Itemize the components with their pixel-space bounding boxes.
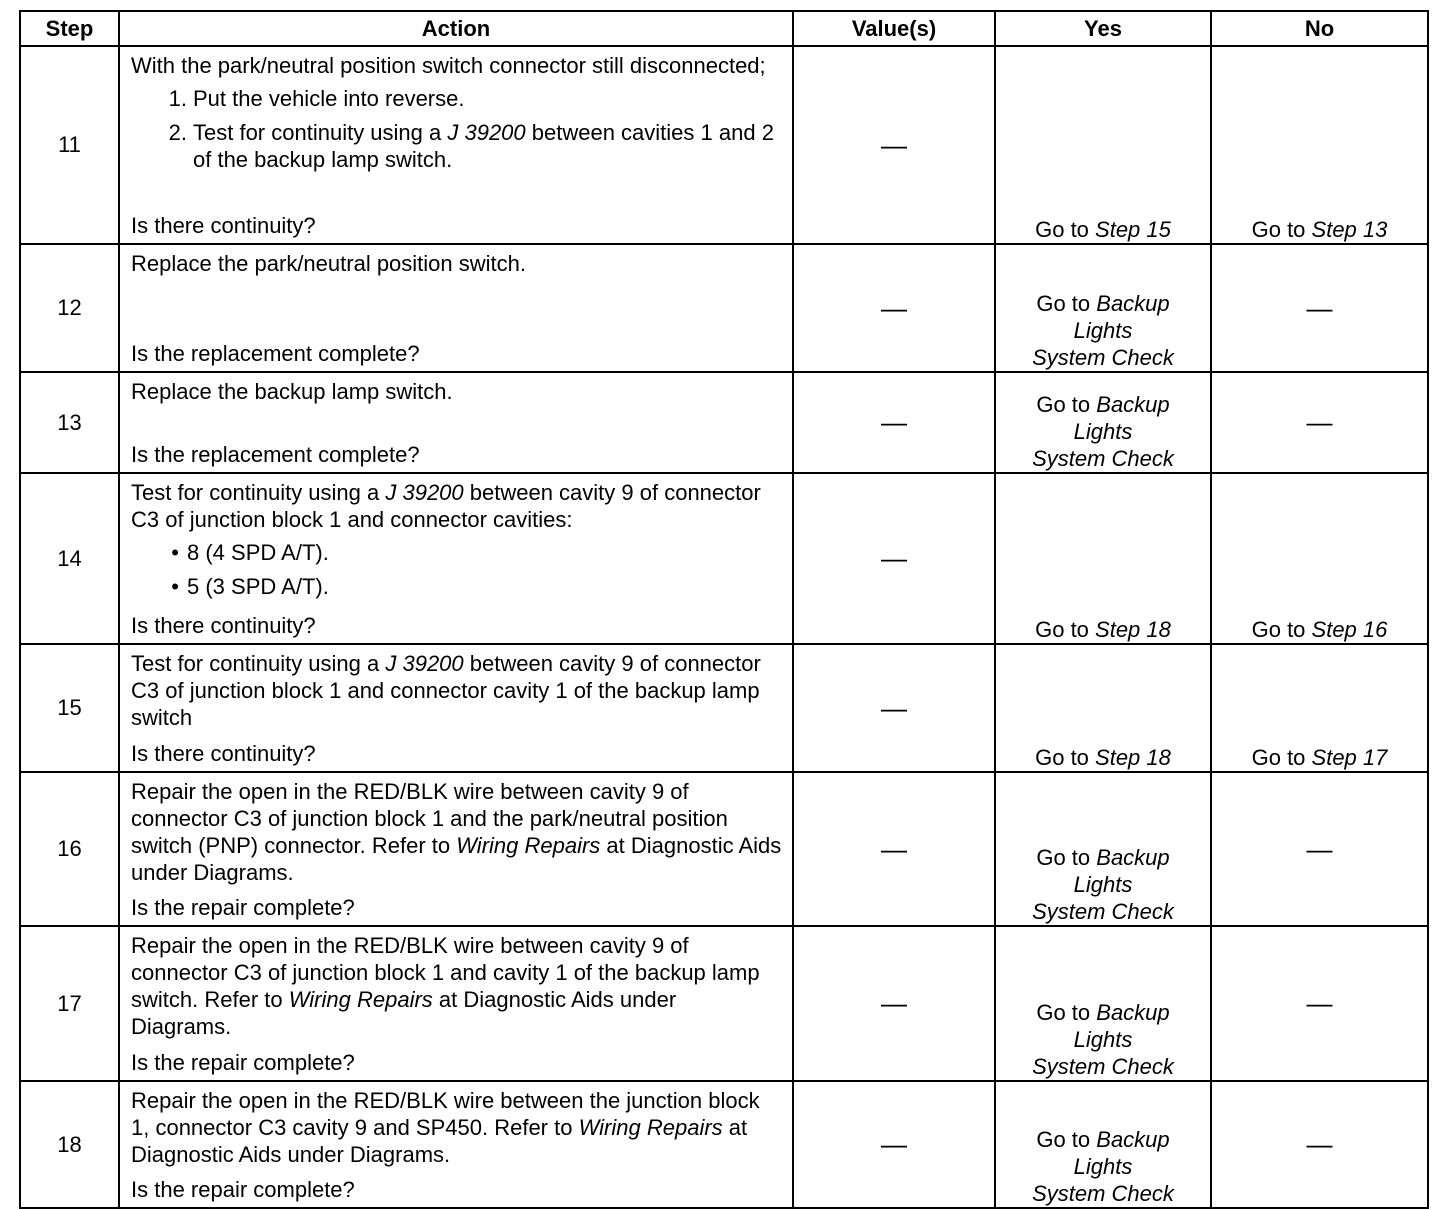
yes-procedure-link[interactable]: System Check xyxy=(1032,1054,1174,1079)
action-question: Is there continuity? xyxy=(131,213,316,238)
tool-reference: J 39200 xyxy=(447,120,526,145)
action-question: Is the replacement complete? xyxy=(131,442,420,467)
text-segment: Test for continuity using a xyxy=(193,120,448,145)
no-cell: — xyxy=(1211,244,1428,372)
action-intro: With the park/neutral position switch connector still disconnected; xyxy=(131,53,766,78)
action-question: Is there continuity? xyxy=(131,741,316,766)
action-cell xyxy=(119,46,793,244)
header-step: Step xyxy=(20,11,119,46)
no-cell: — xyxy=(1211,926,1428,1081)
yes-procedure-link[interactable]: System Check xyxy=(1032,345,1174,370)
diagnostic-table xyxy=(19,10,1429,1209)
action-cell xyxy=(119,473,793,644)
table-row xyxy=(20,244,1428,372)
table-row xyxy=(20,644,1428,772)
list-marker: 1. xyxy=(168,86,187,111)
text-segment: between cavities 1 and 2 of the backup lamp switch. xyxy=(193,120,774,172)
yes-text: Go to xyxy=(1035,745,1096,770)
yes-text: Go to xyxy=(1036,291,1097,316)
no-cell: — xyxy=(1211,772,1428,926)
yes-step-link[interactable]: Step 18 xyxy=(1095,617,1171,642)
value-cell: — xyxy=(793,772,995,926)
bullet-marker: • xyxy=(171,574,179,599)
no-step-link[interactable]: Step 13 xyxy=(1311,217,1388,242)
table-row xyxy=(20,926,1428,1081)
step-number: 14 xyxy=(20,473,119,644)
no-cell xyxy=(1211,644,1428,772)
tool-reference: J 39200 xyxy=(385,651,464,676)
table-row xyxy=(20,372,1428,473)
list-text xyxy=(193,119,782,173)
no-text: Go to xyxy=(1251,745,1312,770)
yes-text: Go to xyxy=(1036,1000,1097,1025)
yes-procedure-link[interactable]: Lights xyxy=(1073,1027,1133,1052)
no-cell: — xyxy=(1211,372,1428,473)
text-segment: at Diagnostic Aids under Diagrams. xyxy=(131,1115,748,1167)
yes-cell xyxy=(995,372,1211,473)
yes-procedure-link[interactable]: Backup xyxy=(1096,1000,1170,1025)
action-question: Is the replacement complete? xyxy=(131,341,420,366)
header-value: Value(s) xyxy=(793,11,995,46)
action-question: Is the repair complete? xyxy=(131,1050,355,1075)
reference-link[interactable]: Wiring Repairs xyxy=(578,1115,723,1140)
yes-cell xyxy=(995,473,1211,644)
yes-text: Go to xyxy=(1036,845,1097,870)
yes-procedure-link[interactable]: Lights xyxy=(1073,318,1133,343)
action-list xyxy=(131,85,782,173)
text-segment: Repair the open in the RED/BLK wire between the junction block 1, connector C3 cavity 9 and SP450. Refer to xyxy=(131,1088,760,1140)
list-item xyxy=(131,573,782,600)
yes-procedure-link[interactable]: System Check xyxy=(1032,446,1174,471)
list-text: 8 (4 SPD A/T). xyxy=(187,540,329,565)
list-text: 5 (3 SPD A/T). xyxy=(187,574,329,599)
list-marker: 2. xyxy=(168,120,187,145)
no-step-link[interactable]: Step 17 xyxy=(1311,745,1388,770)
tool-reference: J 39200 xyxy=(385,480,464,505)
action-intro xyxy=(131,479,782,533)
table-row xyxy=(20,46,1428,244)
text-segment: at Diagnostic Aids under Diagrams. xyxy=(131,987,677,1039)
bullet-marker: • xyxy=(171,540,179,565)
header-row xyxy=(20,11,1428,46)
value-cell: — xyxy=(793,244,995,372)
list-text: Put the vehicle into reverse. xyxy=(193,86,465,111)
yes-procedure-link[interactable]: System Check xyxy=(1032,899,1174,924)
action-cell xyxy=(119,772,793,926)
action-cell xyxy=(119,644,793,772)
list-item xyxy=(131,119,782,173)
action-list xyxy=(131,539,782,600)
text-segment: Test for continuity using a xyxy=(131,651,386,676)
table-row xyxy=(20,772,1428,926)
yes-cell xyxy=(995,772,1211,926)
no-cell xyxy=(1211,46,1428,244)
yes-procedure-link[interactable]: Lights xyxy=(1073,872,1133,897)
yes-cell xyxy=(995,1081,1211,1208)
no-text: Go to xyxy=(1251,617,1312,642)
yes-step-link[interactable]: Step 15 xyxy=(1095,217,1171,242)
value-cell: — xyxy=(793,644,995,772)
yes-procedure-link[interactable]: Backup xyxy=(1096,1127,1170,1152)
step-number: 13 xyxy=(20,372,119,473)
step-number: 15 xyxy=(20,644,119,772)
text-segment: between cavity 9 of connector C3 of junction block 1 and connector cavity 1 of the backup lamp switch xyxy=(131,651,761,730)
header-no: No xyxy=(1211,11,1428,46)
value-cell: — xyxy=(793,1081,995,1208)
step-number: 18 xyxy=(20,1081,119,1208)
header-action: Action xyxy=(119,11,793,46)
value-cell: — xyxy=(793,46,995,244)
action-question: Is there continuity? xyxy=(131,613,316,638)
action-intro xyxy=(131,1087,782,1168)
yes-procedure-link[interactable]: Backup xyxy=(1096,845,1170,870)
action-cell xyxy=(119,1081,793,1208)
yes-procedure-link[interactable]: Lights xyxy=(1073,1154,1133,1179)
action-intro xyxy=(131,778,782,886)
no-cell: — xyxy=(1211,1081,1428,1208)
yes-cell xyxy=(995,644,1211,772)
yes-cell xyxy=(995,926,1211,1081)
step-number: 12 xyxy=(20,244,119,372)
yes-step-link[interactable]: Step 18 xyxy=(1095,745,1171,770)
step-number: 17 xyxy=(20,926,119,1081)
yes-text: Go to xyxy=(1036,1127,1097,1152)
text-segment: between cavity 9 of connector C3 of junction block 1 and connector cavities: xyxy=(131,480,761,532)
action-cell xyxy=(119,372,793,473)
text-segment: Repair the open in the RED/BLK wire between cavity 9 of connector C3 of junction block 1 and the park/neutral position switch (PNP) connector. Refer to xyxy=(131,779,728,858)
list-item xyxy=(131,539,782,566)
step-number: 11 xyxy=(20,46,119,244)
action-cell xyxy=(119,926,793,1081)
action-intro xyxy=(131,932,782,1040)
action-question: Is the repair complete? xyxy=(131,1177,355,1202)
no-step-link[interactable]: Step 16 xyxy=(1311,617,1388,642)
text-segment: Test for continuity using a xyxy=(131,480,386,505)
action-intro: Replace the park/neutral position switch. xyxy=(131,251,526,276)
yes-procedure-link[interactable]: System Check xyxy=(1032,1181,1174,1206)
yes-text: Go to xyxy=(1035,617,1096,642)
yes-procedure-link[interactable]: Backup xyxy=(1096,291,1170,316)
yes-procedure-link[interactable]: Lights xyxy=(1073,419,1133,444)
list-item xyxy=(131,85,782,112)
header-yes: Yes xyxy=(995,11,1211,46)
text-segment: at Diagnostic Aids under Diagrams. xyxy=(131,833,782,885)
no-cell xyxy=(1211,473,1428,644)
action-intro: Replace the backup lamp switch. xyxy=(131,379,453,404)
action-question: Is the repair complete? xyxy=(131,895,355,920)
value-cell: — xyxy=(793,473,995,644)
table-row xyxy=(20,1081,1428,1208)
no-text: Go to xyxy=(1251,217,1312,242)
reference-link[interactable]: Wiring Repairs xyxy=(456,833,601,858)
value-cell: — xyxy=(793,926,995,1081)
yes-text: Go to xyxy=(1036,392,1097,417)
step-number: 16 xyxy=(20,772,119,926)
value-cell: — xyxy=(793,372,995,473)
reference-link[interactable]: Wiring Repairs xyxy=(288,987,433,1012)
yes-procedure-link[interactable]: Backup xyxy=(1096,392,1170,417)
action-cell xyxy=(119,244,793,372)
yes-text: Go to xyxy=(1035,217,1096,242)
yes-cell xyxy=(995,46,1211,244)
yes-cell xyxy=(995,244,1211,372)
text-segment: Repair the open in the RED/BLK wire between cavity 9 of connector C3 of junction block 1 and cavity 1 of the backup lamp switch. Refer to xyxy=(131,933,760,1012)
action-intro xyxy=(131,650,782,731)
table-row xyxy=(20,473,1428,644)
